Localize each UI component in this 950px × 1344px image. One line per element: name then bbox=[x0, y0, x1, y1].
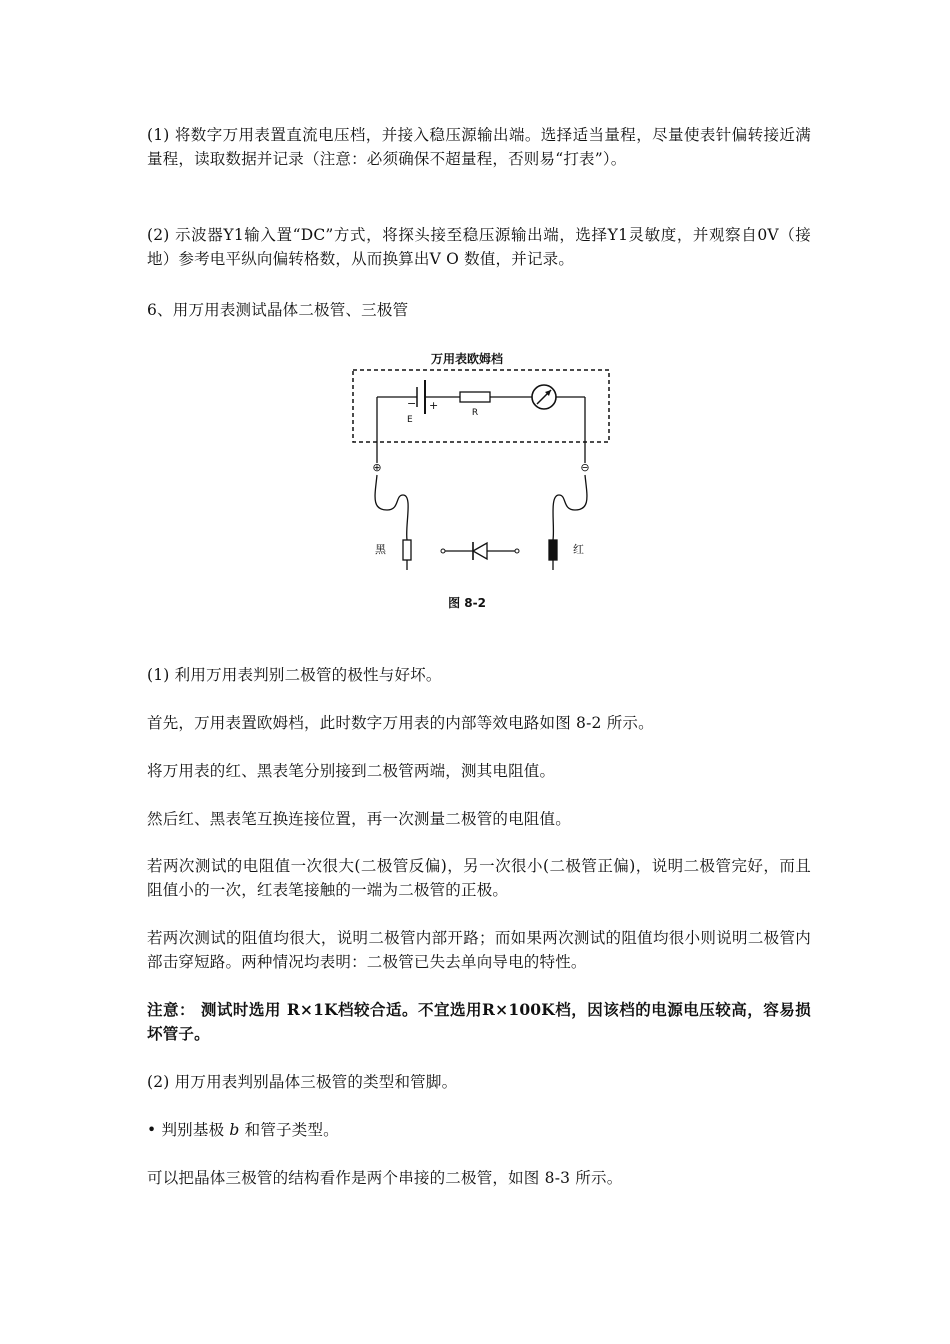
figure-8-2 bbox=[345, 345, 620, 620]
base-variable: b bbox=[229, 1121, 240, 1139]
red-probe-icon bbox=[549, 540, 557, 560]
section-heading-diode-test: 6、用万用表测试晶体二极管、三极管 bbox=[147, 301, 409, 319]
paragraph-diode-good: 若两次测试的电阻值一次很大(二极管反偏)，另一次很小(二极管正偏)，说明二极管完好，而且阻值小的一次，红表笔接触的一端为二极管的正极。 bbox=[147, 857, 811, 899]
battery-label: E bbox=[407, 415, 413, 425]
paragraph-ohm-range: 首先，万用表置欧姆档，此时数字万用表的内部等效电路如图 8-2 所示。 bbox=[147, 714, 654, 732]
figure-title: 万用表欧姆档 bbox=[430, 352, 504, 366]
black-probe-label: 黑 bbox=[375, 543, 386, 556]
black-lead-wire bbox=[375, 475, 408, 540]
paragraph-oscilloscope-step: (2) 示波器Y1输入置“DC”方式，将探头接至稳压源输出端，选择Y1灵敏度，并观察自0V（接地）参考电平纵向偏转格数，从而换算出V O 数值，并记录。 bbox=[147, 226, 811, 268]
paragraph-diode-faulty: 若两次测试的阻值均很大，说明二极管内部开路；而如果两次测试的阻值均很小则说明二极管内部击穿短路。两种情况均表明：二极管已失去单向导电的特性。 bbox=[147, 929, 811, 971]
multimeter-circuit-diagram bbox=[345, 345, 620, 620]
battery-plus-label: + bbox=[429, 399, 439, 412]
paragraph-base-bullet: • 判别基极 b 和管子类型。 bbox=[147, 1121, 339, 1139]
paragraph-voltmeter-step: (1) 将数字万用表置直流电压档，并接入稳压源输出端。选择适当量程，尽量使表针偏转接近满量程，读取数据并记录（注意：必须确保不超量程，否则易“打表”）。 bbox=[147, 126, 811, 168]
galvanometer-icon bbox=[532, 385, 556, 409]
paragraph-transistor-test: (2) 用万用表判别晶体三极管的类型和管脚。 bbox=[147, 1073, 458, 1091]
left-terminal-icon: ⊕ bbox=[372, 461, 382, 474]
paragraph-swap-probes: 然后红、黑表笔互换连接位置，再一次测量二极管的电阻值。 bbox=[147, 810, 571, 828]
red-lead-wire bbox=[553, 475, 587, 540]
resistor-label: R bbox=[471, 408, 479, 418]
right-terminal-icon: ⊖ bbox=[580, 461, 590, 474]
diode-symbol bbox=[441, 542, 519, 560]
paragraph-measure-resistance: 将万用表的红、黑表笔分别接到二极管两端，测其电阻值。 bbox=[147, 762, 556, 780]
paragraph-transistor-structure: 可以把晶体三极管的结构看作是两个串接的二极管，如图 8-3 所示。 bbox=[147, 1169, 623, 1187]
black-probe-icon bbox=[403, 540, 411, 560]
paragraph-diode-polarity: (1) 利用万用表判别二极管的极性与好坏。 bbox=[147, 666, 442, 684]
battery-symbol bbox=[407, 380, 438, 425]
battery-minus-label: − bbox=[407, 397, 417, 410]
ohm-range-box bbox=[353, 370, 609, 442]
figure-caption: 图 8-2 bbox=[448, 596, 486, 610]
paragraph-note-warning: 注意： 测试时选用 R×1K档较合适。不宜选用R×100K档，因该档的电源电压较高，容易损坏管子。 bbox=[147, 1000, 811, 1043]
resistor-symbol bbox=[460, 392, 490, 418]
red-probe-label: 红 bbox=[573, 543, 584, 556]
